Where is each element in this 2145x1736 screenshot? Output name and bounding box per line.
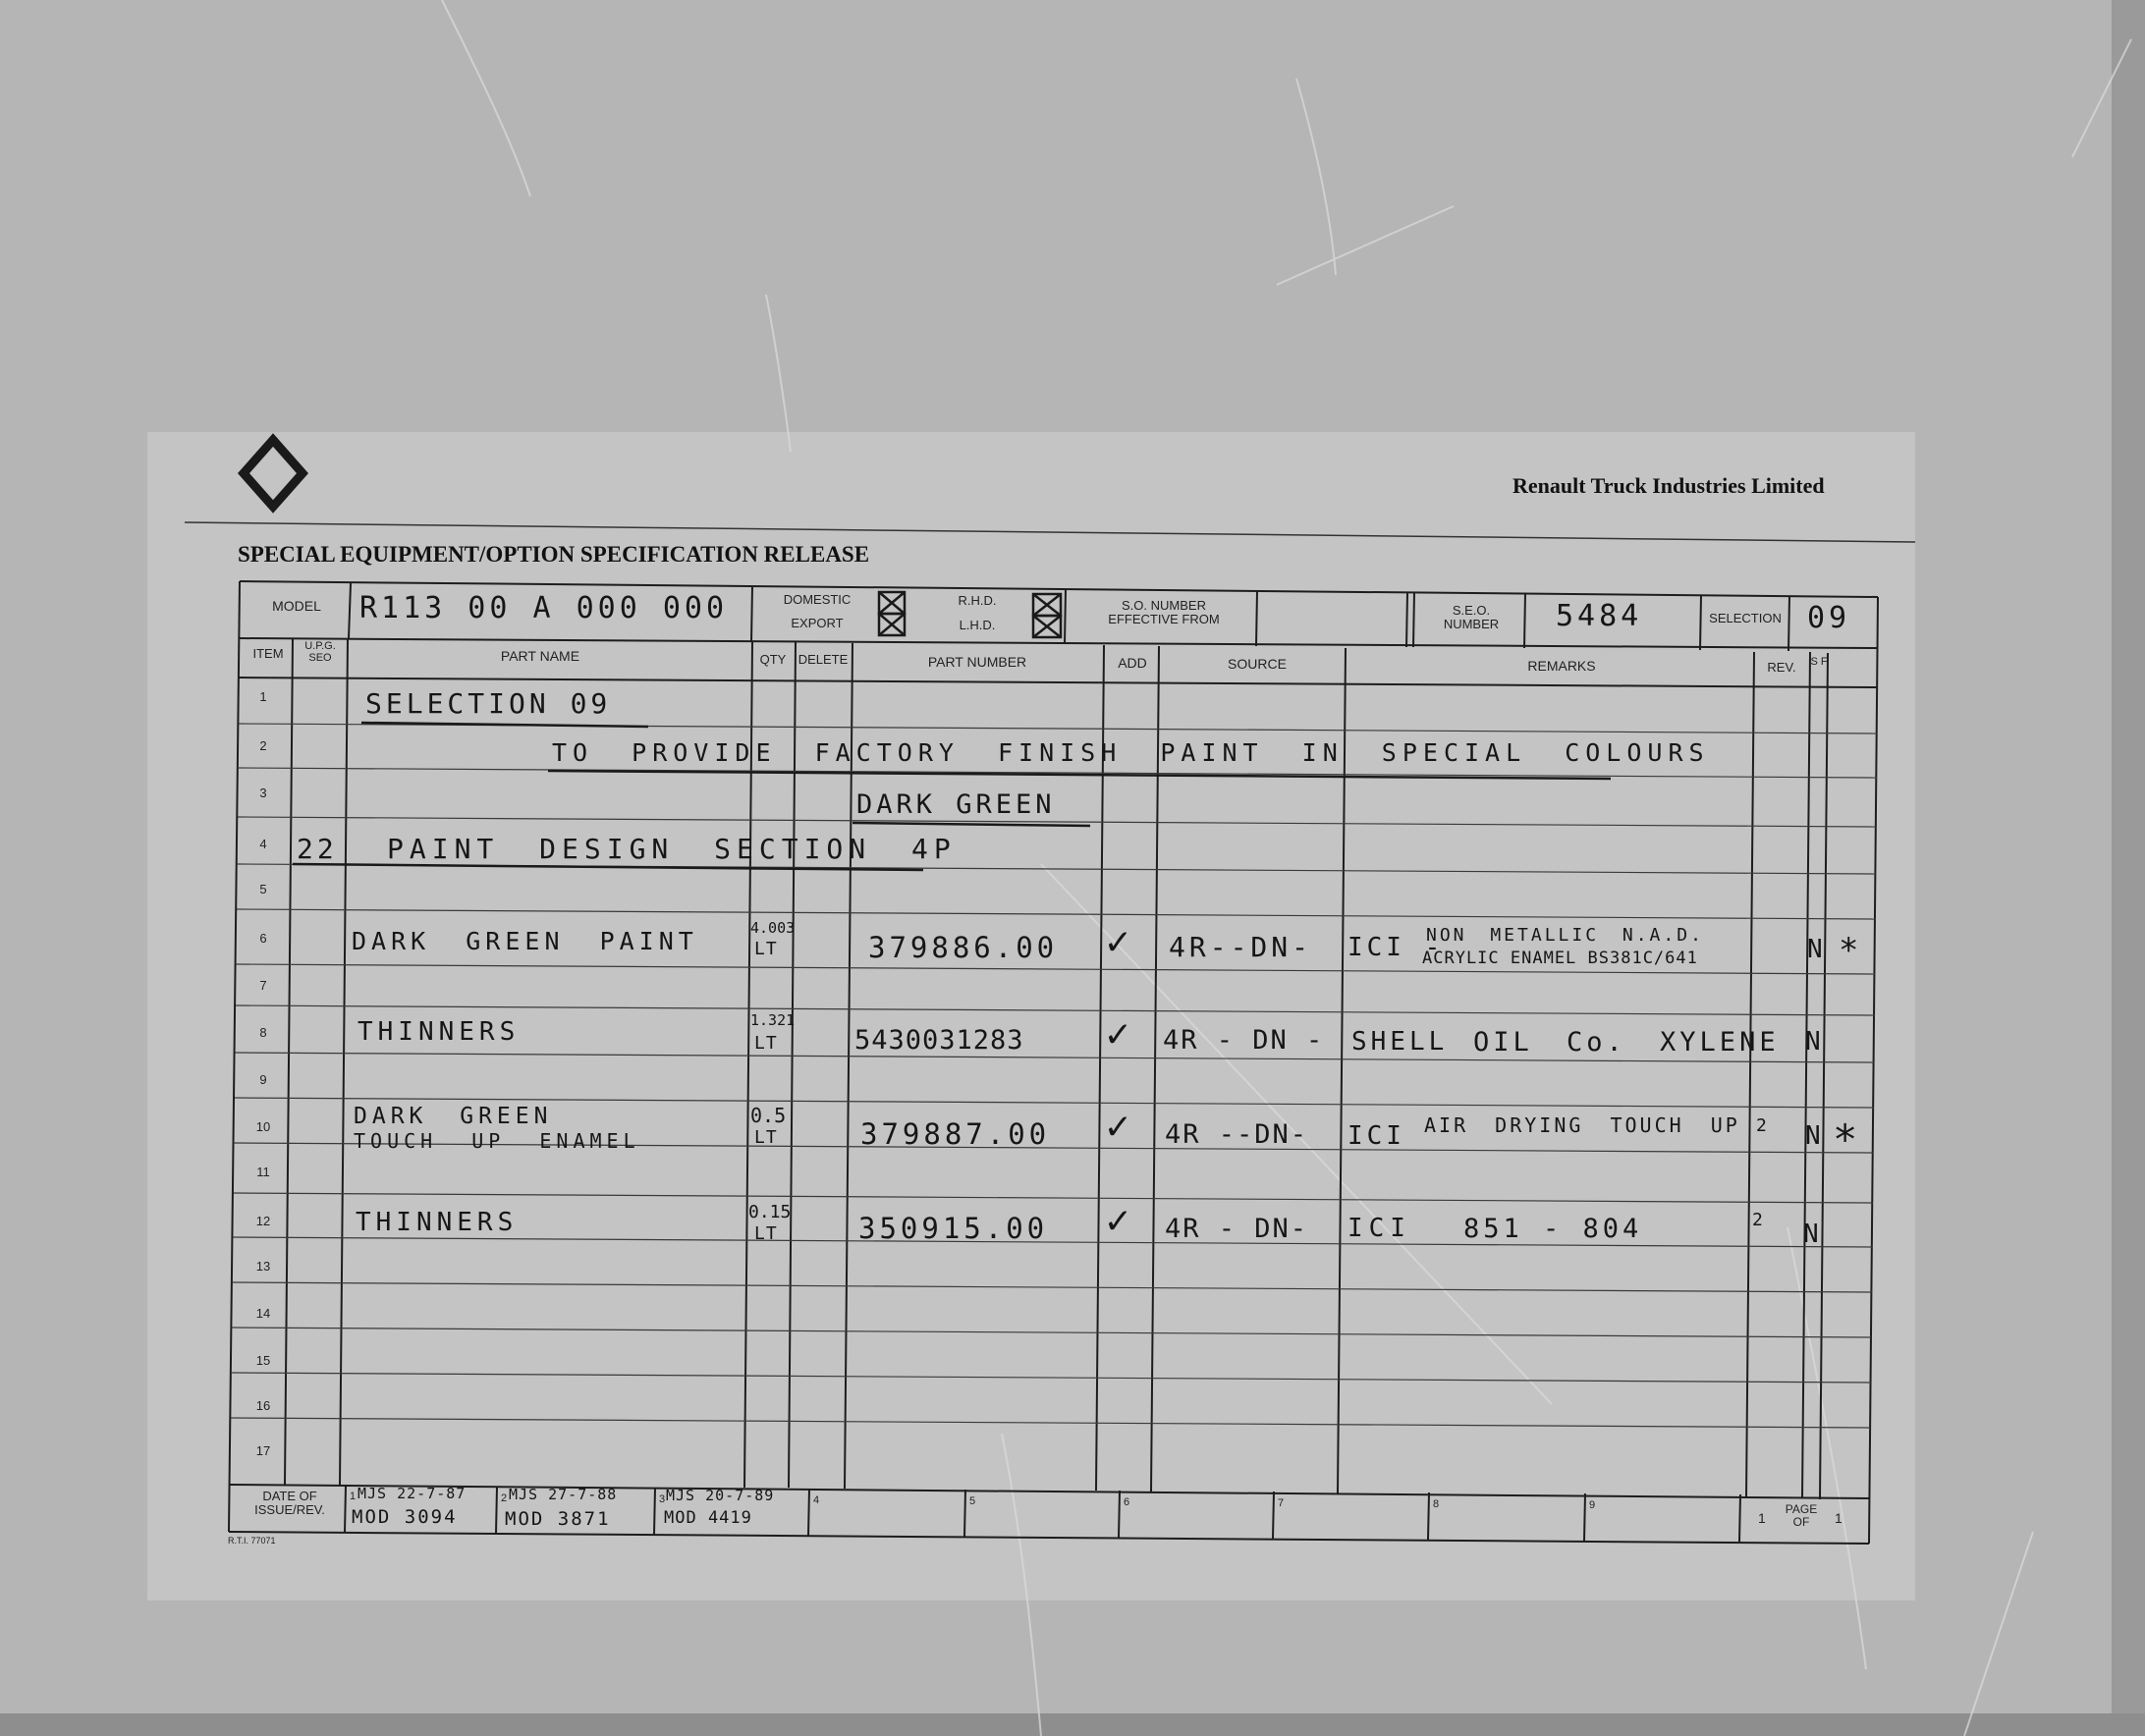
unit: LT [754, 1127, 778, 1148]
domestic-label: DOMESTIC [783, 592, 852, 607]
qty: 4.003 [750, 919, 796, 937]
qty: 0.15 [748, 1202, 792, 1222]
company-name: Renault Truck Industries Limited [1512, 473, 1825, 498]
source: 4R--DN- [1169, 931, 1313, 963]
row-number: 16 [255, 1398, 271, 1413]
issue-mod: MOD 3094 [352, 1506, 458, 1528]
sf: N [1803, 1220, 1819, 1249]
seo-number-value: 5484 [1556, 599, 1643, 633]
part-name: DARK GREEN [354, 1104, 553, 1129]
issue-number: 3 [659, 1493, 666, 1505]
part-name: THINNERS [356, 1208, 519, 1237]
remarks-source: ICI - [1348, 933, 1445, 962]
issue-mod: MOD 4419 [664, 1508, 752, 1528]
rev: 2 [1756, 1115, 1767, 1136]
issue-number: 1 [350, 1491, 357, 1502]
row-number: 17 [255, 1443, 271, 1458]
issue-initials-date: MJS 27-7-88 [509, 1486, 618, 1503]
model-value: R113 00 A 000 000 [359, 591, 729, 625]
selection-label: SELECTION [1709, 611, 1782, 625]
unit: LT [754, 939, 778, 959]
remarks-source: SHELL [1351, 1027, 1449, 1057]
col-part-name: PART NAME [500, 648, 580, 664]
col-delete: DELETE [798, 652, 849, 667]
model-label: MODEL [272, 598, 321, 614]
issue-initials-date: MJS 22-7-87 [358, 1485, 467, 1502]
issue-number: 6 [1124, 1496, 1130, 1508]
qty: 0.5 [750, 1104, 787, 1127]
page-total: 1 [1835, 1510, 1842, 1526]
export-label: EXPORT [791, 616, 844, 630]
col-qty: QTY [759, 652, 787, 667]
seo-number-label: NUMBER [1443, 617, 1500, 631]
line-purpose: TO PROVIDE FACTORY FINISH PAINT IN SPECIAL COLOURS [552, 738, 1710, 767]
line-colour: DARK GREEN [856, 789, 1056, 820]
line-upg: 22 [297, 833, 338, 865]
remarks: 851 - 804 [1463, 1214, 1643, 1244]
issue-initials-date: MJS 20-7-89 [666, 1487, 775, 1504]
line-paint-design: PAINT DESIGN SECTION 4P [387, 833, 957, 865]
form-title: SPECIAL EQUIPMENT/OPTION SPECIFICATION RELEASE [238, 542, 870, 567]
row-number: 2 [259, 738, 267, 753]
part-number: 350915.00 [858, 1212, 1049, 1245]
unit: LT [754, 1223, 778, 1244]
lhd-label: L.H.D. [959, 618, 996, 632]
part-name-line2: TOUCH UP ENAMEL [354, 1129, 640, 1153]
row-number: 10 [255, 1119, 271, 1134]
mark: * [1839, 931, 1859, 970]
row-number: 1 [259, 689, 267, 704]
seo-label: S.E.O. [1452, 603, 1491, 618]
col-seo: SEO [308, 652, 332, 664]
issue-number: 7 [1278, 1497, 1285, 1509]
issue-mod: MOD 3871 [505, 1508, 611, 1530]
issue-number: 2 [501, 1492, 508, 1504]
source: 4R - DN - [1163, 1025, 1325, 1056]
sf: N [1807, 935, 1823, 964]
col-part-number: PART NUMBER [927, 654, 1027, 670]
col-add: ADD [1118, 655, 1147, 671]
form-code: R.T.I. 77071 [228, 1536, 276, 1546]
col-source: SOURCE [1228, 656, 1287, 672]
row-number: 9 [259, 1072, 267, 1087]
part-number: 379887.00 [860, 1117, 1051, 1151]
issue-rev-label: ISSUE/REV. [254, 1502, 325, 1517]
sf: N [1805, 1027, 1821, 1057]
part-name: DARK GREEN PAINT [352, 927, 698, 955]
page-number: 1 [1758, 1510, 1766, 1526]
source: 4R - DN- [1165, 1214, 1309, 1244]
line-selection: SELECTION 09 [365, 687, 612, 720]
add-check: ✓ [1106, 919, 1134, 964]
issue-number: 4 [813, 1494, 820, 1506]
remarks: OIL Co. XYLENE [1473, 1027, 1780, 1058]
row-number: 14 [255, 1306, 271, 1321]
row-number: 6 [259, 931, 267, 946]
row-number: 7 [259, 978, 267, 993]
add-check: ✓ [1106, 1011, 1134, 1057]
col-remarks: REMARKS [1527, 658, 1596, 674]
selection-value: 09 [1807, 601, 1851, 635]
col-sf: S F [1810, 656, 1828, 668]
col-rev: REV. [1767, 660, 1796, 675]
source: 4R --DN- [1165, 1119, 1309, 1150]
add-check: ✓ [1106, 1198, 1134, 1243]
rhd-label: R.H.D. [958, 593, 997, 608]
part-number: 379886.00 [868, 931, 1059, 964]
row-number: 11 [256, 1165, 270, 1179]
effective-from-label: EFFECTIVE FROM [1108, 612, 1220, 626]
rev: 2 [1752, 1210, 1763, 1230]
remarks: NON METALLIC N.A.D. [1426, 925, 1704, 946]
row-number: 8 [259, 1025, 267, 1040]
remarks-source: ICI [1348, 1214, 1411, 1243]
remarks: AIR DRYING TOUCH UP [1424, 1113, 1740, 1137]
date-of-label: DATE OF [262, 1489, 317, 1503]
sf: N [1805, 1121, 1821, 1151]
row-number: 3 [259, 786, 267, 800]
row-number: 12 [255, 1214, 271, 1228]
page-label: PAGE [1785, 1502, 1818, 1516]
page-of-label: OF [1792, 1515, 1810, 1529]
part-number: 5430031283 [854, 1025, 1024, 1056]
row-number: 4 [259, 837, 267, 851]
unit: LT [754, 1033, 778, 1054]
col-item: ITEM [252, 646, 284, 661]
mark: * [1833, 1115, 1858, 1164]
part-name: THINNERS [358, 1017, 521, 1047]
row-number: 15 [255, 1353, 271, 1368]
qty: 1.321 [750, 1011, 796, 1029]
row-number: 13 [255, 1259, 271, 1274]
issue-number: 9 [1589, 1499, 1596, 1511]
remarks-source: ICI [1348, 1121, 1405, 1151]
remarks-line2: ACRYLIC ENAMEL BS381C/641 [1422, 949, 1698, 968]
col-upg: U.P.G. [304, 640, 336, 652]
issue-number: 8 [1433, 1498, 1440, 1510]
so-number-label: S.O. NUMBER [1122, 598, 1206, 613]
row-number: 5 [259, 882, 267, 896]
issue-number: 5 [969, 1495, 976, 1507]
add-check: ✓ [1106, 1104, 1134, 1149]
